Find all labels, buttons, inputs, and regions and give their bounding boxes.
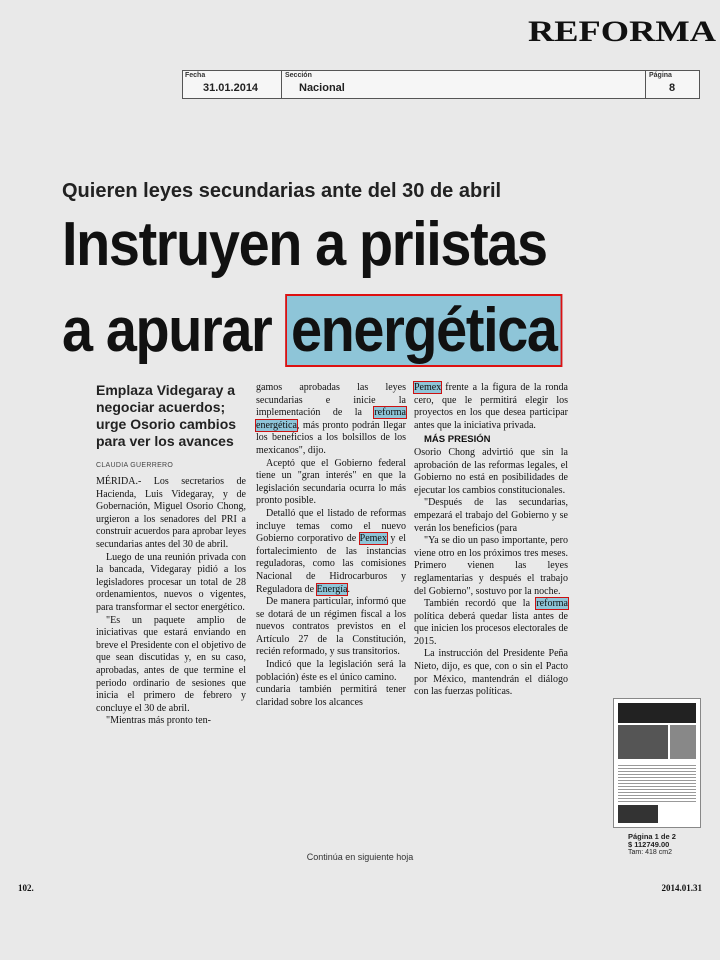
highlighted-keyword: energética: [286, 294, 562, 367]
text-run: frente a la figura de la ronda cero, que le permitirá elegir los proyectos en los que desea participar antes que la iniciativa privada.: [414, 382, 568, 431]
footer-code: 102.: [18, 883, 34, 893]
kicker: Quieren leyes secundarias ante del 30 de abril: [62, 180, 502, 202]
pagina-label: Página: [649, 72, 672, 79]
article-column-3: [414, 382, 568, 699]
paragraph: Osorio Chong advirtió que sin la aprobación de las reformas legales, el Gobierno no está en posibilidades de ejecutar los cambios constitucionales.: [414, 446, 568, 496]
paragraph: [414, 598, 568, 648]
headline-text: a apurar: [62, 296, 286, 365]
text-run: política deberá quedar lista antes de que inicien los procesos electorales de 2015.: [414, 610, 568, 647]
text-run: y el fortalecimiento de las instancias reguladoras, como las comisiones Nacional de Hidrocarburos y Reguladora de: [256, 533, 406, 595]
seccion-cell: [283, 71, 643, 98]
byline: CLAUDIA GUERRERO: [96, 462, 174, 469]
page-size: Tam: 418 cm2: [628, 849, 672, 856]
divider: [645, 71, 646, 98]
paragraph: MÉRIDA.- Los secretarios de Hacienda, Luis Videgaray, y de Gobernación, Miguel Osorio Chong, urgieron a los senadores del PRI a construir acuerdos para aprobar leyes secundarias antes del 30 de abril.: [96, 476, 246, 550]
page-value: $ 112749.00: [628, 840, 670, 849]
highlighted-keyword: reforma: [536, 598, 568, 610]
fecha-label: Fecha: [185, 72, 206, 79]
article-column-2: [256, 382, 406, 709]
clipping-meta-bar: [182, 70, 700, 99]
thumbnail-photo: [618, 805, 658, 823]
fecha-cell: [183, 71, 281, 98]
paragraph: [256, 382, 406, 458]
text-run: gamos aprobadas las leyes secundarias e inicie la implementación de la: [256, 382, 406, 419]
article-column-1: [96, 476, 246, 728]
paragraph: cundaria también permitirá tener claridad sobre los alcances: [256, 684, 406, 708]
divider: [281, 71, 282, 98]
text-run: , más pronto podrán llegar los beneficios a los bolsillos de los mexicanos", dijo.: [256, 419, 406, 456]
paragraph: "Mientras más pronto ten-: [106, 715, 211, 727]
subheading: MÁS PRESIÓN: [424, 434, 491, 446]
footer-date: 2014.01.31: [661, 883, 702, 893]
seccion-value: Nacional: [299, 82, 345, 94]
text-run: Detalló que el listado de reformas incluye temas como el nuevo Gobierno corporativo de: [256, 507, 406, 545]
pagina-value: 8: [669, 82, 676, 94]
pagina-cell: [647, 71, 699, 98]
thumbnail-photo: [618, 725, 668, 759]
paragraph: "Después de las secundarias, empezará el trabajo del Gobierno y se verán los beneficios (para: [414, 497, 568, 534]
fecha-value: 31.01.2014: [203, 82, 259, 94]
highlighted-keyword: Energía: [316, 583, 348, 595]
text-run: .: [347, 583, 350, 595]
paragraph: Luego de una reunión privada con la bancada, Videgaray pidió a los legisladores procesar un total de 28 ordenamientos, nuevos o vigentes, para transformar el sector energético.: [96, 551, 246, 613]
article-deck: Emplaza Videgaray a negociar acuerdos; urge Osorio cambios para ver los avances: [96, 382, 237, 449]
paragraph: Indicó que la legislación será la población) éste es el único camino.: [256, 659, 406, 683]
highlighted-keyword: energética: [256, 419, 297, 431]
paragraph: "Ya se dio un paso importante, pero viene otro en los próximos tres meses. Primero vienen las leyes reglamentarias y después el trabajo del Gobierno", sostuvo por la noche.: [414, 535, 568, 597]
headline-line-2: [62, 296, 562, 365]
highlighted-keyword: reforma: [374, 407, 406, 419]
text-run: También recordó que la: [424, 598, 537, 610]
logo-text: REFORMA: [528, 15, 717, 48]
paragraph: "Es un paquete amplio de iniciativas que estará enviando en breve el Presidente con el objetivo de que sean discutidas y, en su caso, aprobadas, antes de que termine el periodo ordinario de sesiones que inicia el primero de febrero y concluye el 30 de abril.: [96, 614, 246, 714]
continues-note: Continúa en siguiente hoja: [306, 852, 414, 862]
paragraph: Aceptó que el Gobierno federal tiene un "gran interés" en que la legislación secundaria ocurra lo más pronto posible.: [256, 457, 406, 507]
page-thumbnail: [613, 698, 701, 828]
thumbnail-photo: [670, 725, 696, 759]
paragraph: [414, 382, 568, 432]
page-count: Página 1 de 2: [628, 832, 676, 841]
headline-line-1: Instruyen a priistas: [62, 210, 547, 279]
thumbnail-header: [618, 703, 696, 723]
highlighted-keyword: Pemex: [359, 533, 387, 545]
paragraph: De manera particular, informó que se dotará de un régimen fiscal a los nuevos contratos previstos en el Artículo 27 de la Constitución, recién reformado, y sus transitorios.: [256, 596, 406, 658]
highlighted-keyword: Pemex: [414, 382, 442, 393]
reforma-logo: [528, 14, 718, 48]
thumbnail-text-lines: [618, 763, 696, 803]
paragraph: La instrucción del Presidente Peña Nieto, dijo, es que, con o sin el Pacto por México, mantendrán el diálogo con las fuerzas políticas.: [414, 648, 568, 698]
seccion-label: Sección: [285, 72, 312, 79]
paragraph: [256, 508, 406, 596]
